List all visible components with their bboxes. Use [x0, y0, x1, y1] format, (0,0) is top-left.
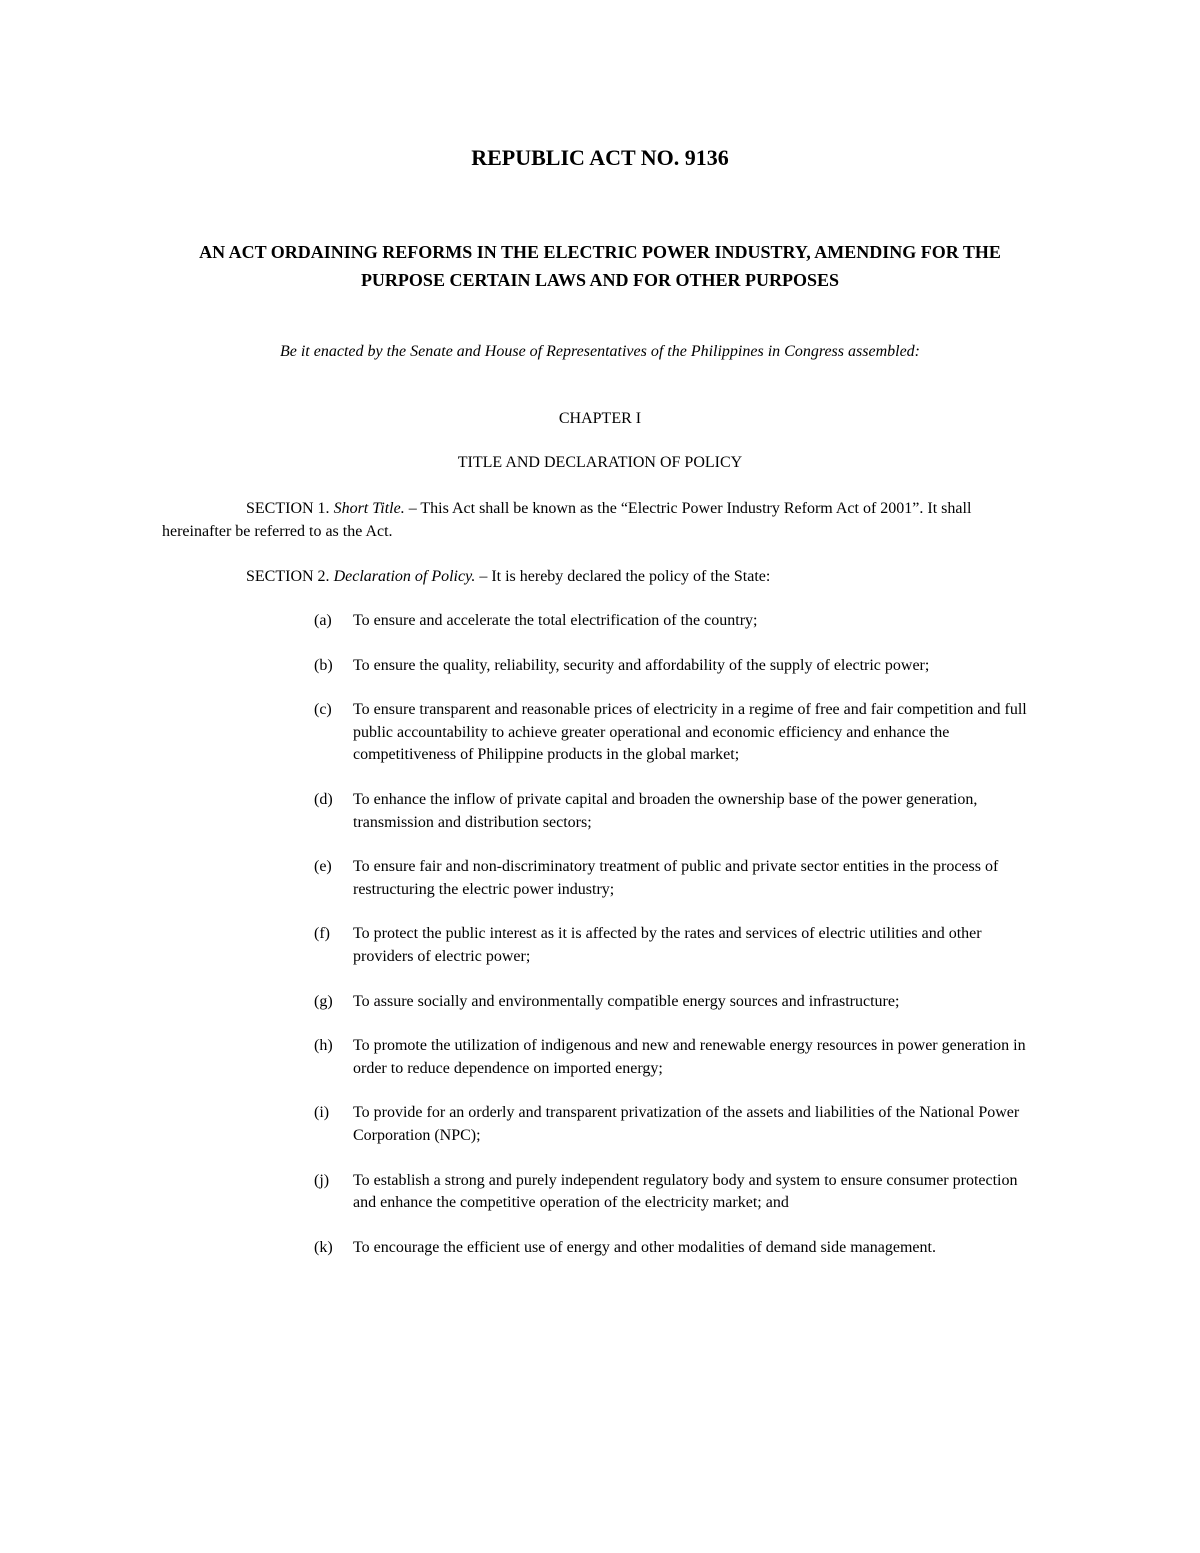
- section-1-text: – This Act shall be known as the “Electric Power Industry Reform Act of 2001”. It shall hereinafter be referred to as the Act.: [162, 500, 972, 540]
- policy-item-text: To establish a strong and purely independent regulatory body and system to ensure consumer protection and enhance the competitive operation of the electricity market; and: [353, 1171, 1018, 1212]
- policy-item-marker: (d): [314, 790, 333, 808]
- policy-item: [314, 789, 1034, 834]
- policy-item: [314, 1035, 1034, 1080]
- policy-item-text: To ensure the quality, reliability, security and affordability of the supply of electric power;: [353, 656, 930, 674]
- act-title: AN ACT ORDAINING REFORMS IN THE ELECTRIC POWER INDUSTRY, AMENDING FOR THE PURPOSE CERTAIN LAWS AND FOR OTHER PURPOSES: [199, 242, 1001, 290]
- policy-item-marker: (c): [314, 701, 332, 719]
- policy-item: [314, 856, 1034, 901]
- chapter-number: CHAPTER I: [558, 410, 642, 427]
- policy-item-marker: (f): [314, 925, 330, 943]
- policy-item: [314, 610, 1034, 633]
- enacting-clause: Be it enacted by the Senate and House of Representatives of the Philippines in Congress assembled:: [279, 343, 920, 360]
- policy-item: [314, 991, 1034, 1014]
- policy-item-text: To encourage the efficient use of energy and other modalities of demand side management.: [353, 1238, 936, 1256]
- policy-item: [314, 1102, 1034, 1147]
- section-1: [162, 497, 1042, 543]
- section-2-text: – It is hereby declared the policy of the State:: [479, 568, 771, 585]
- policy-item-marker: (a): [314, 612, 332, 629]
- policy-item-text: To ensure transparent and reasonable prices of electricity in a regime of free and fair competition and full public accountability to achieve greater operational and economic efficiency and enhance the competitiveness of Philippine products in the global market;: [353, 701, 1027, 764]
- policy-item-marker: (k): [314, 1238, 333, 1256]
- policy-item-text: To promote the utilization of indigenous and new and renewable energy resources in power generation in order to reduce dependence on imported energy;: [353, 1037, 1026, 1077]
- policy-item-marker: (e): [314, 858, 332, 876]
- section-1-heading: Short Title.: [333, 500, 405, 517]
- policy-item-marker: (b): [314, 656, 333, 674]
- policy-item-text: To protect the public interest as it is affected by the rates and services of electric utilities and other providers of electric power;: [353, 925, 982, 965]
- policy-item: [314, 1170, 1034, 1215]
- policy-item: [314, 1237, 1034, 1260]
- section-1-label: SECTION 1.: [246, 500, 330, 517]
- section-2-heading: Declaration of Policy.: [333, 568, 476, 585]
- section-2: [162, 565, 1042, 588]
- policy-item-marker: (j): [314, 1171, 330, 1189]
- policy-item-text: To provide for an orderly and transparent privatization of the assets and liabilities of the National Power Corporation (NPC);: [353, 1104, 1020, 1144]
- policy-item: [314, 699, 1034, 767]
- policy-item-text: To ensure fair and non-discriminatory treatment of public and private sector entities in the process of restructuring the electric power industry;: [353, 858, 999, 898]
- policy-item-text: To ensure and accelerate the total electrification of the country;: [353, 612, 758, 629]
- policy-item-marker: (h): [314, 1037, 333, 1055]
- policy-item-marker: (i): [314, 1104, 330, 1122]
- chapter-title: TITLE AND DECLARATION OF POLICY: [457, 454, 743, 471]
- document-title: REPUBLIC ACT NO. 9136: [471, 145, 729, 170]
- policy-item: [314, 655, 1034, 678]
- section-2-label: SECTION 2.: [246, 568, 330, 585]
- policy-item-marker: (g): [314, 992, 333, 1010]
- policy-item-text: To enhance the inflow of private capital and broaden the ownership base of the power generation, transmission and distribution sectors;: [353, 790, 978, 831]
- policy-list: [314, 610, 1034, 1259]
- policy-item-text: To assure socially and environmentally compatible energy sources and infrastructure;: [353, 992, 900, 1010]
- policy-item: [314, 923, 1034, 968]
